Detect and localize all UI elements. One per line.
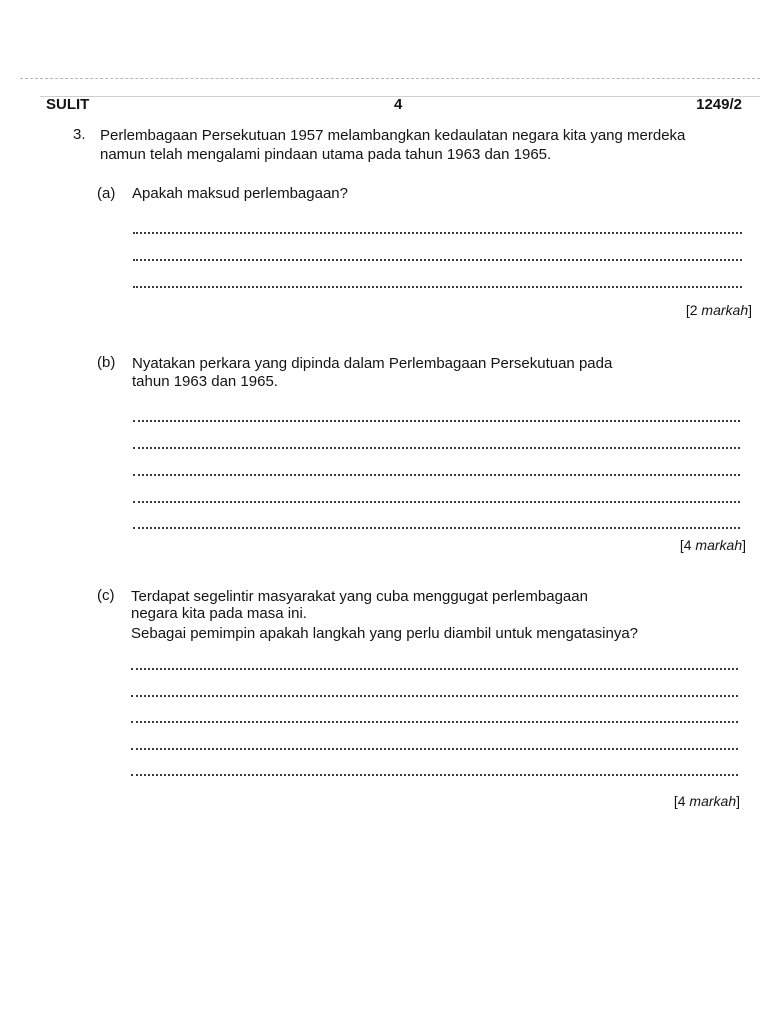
- part-c-answer-line-4[interactable]: [131, 748, 738, 750]
- scan-edge-artifact: [20, 78, 760, 79]
- part-c-marks-word: markah: [689, 793, 737, 809]
- part-b-answer-line-5[interactable]: [133, 527, 740, 529]
- part-a-marks-prefix: [2: [685, 302, 702, 318]
- part-b-answer-line-4[interactable]: [133, 501, 740, 503]
- part-b-marks-prefix: [4: [679, 537, 696, 553]
- part-a-answer-line-3[interactable]: [133, 286, 742, 288]
- part-b-label: (b): [97, 354, 116, 371]
- part-b-answer-line-3[interactable]: [133, 474, 740, 476]
- part-a-label: (a): [97, 185, 116, 202]
- part-c-answer-line-1[interactable]: [131, 668, 738, 670]
- part-a-answer-line-1[interactable]: [133, 232, 742, 234]
- part-c-label: (c): [97, 587, 115, 604]
- part-c-marks-suffix: ]: [736, 793, 740, 809]
- part-c-marks-prefix: [4: [673, 793, 690, 809]
- page-number: 4: [394, 96, 403, 113]
- part-a-marks-word: markah: [701, 302, 749, 318]
- part-a-marks-suffix: ]: [748, 302, 752, 318]
- header-classification: SULIT: [46, 96, 90, 113]
- question-text: Perlembagaan Persekutuan 1957 melambangkan kedaulatan negara kita yang merdeka namun telah mengalami pindaan utama pada tahun 1963 dan 1965.: [100, 127, 686, 163]
- question-number: 3.: [73, 126, 86, 143]
- part-c-answer-line-3[interactable]: [131, 721, 738, 723]
- part-c-answer-line-5[interactable]: [131, 774, 738, 776]
- part-c-question-line-1: Terdapat segelintir masyarakat yang cuba menggugat perlembagaan: [131, 588, 588, 605]
- part-c-answer-line-2[interactable]: [131, 695, 738, 697]
- part-c-question-line-3: Sebagai pemimpin apakah langkah yang perlu diambil untuk mengatasinya?: [131, 625, 638, 642]
- part-c-question-line-2: negara kita pada masa ini.: [131, 605, 307, 622]
- part-b-answer-line-1[interactable]: [133, 420, 740, 422]
- part-b-marks: [680, 537, 746, 553]
- part-b-question-line-1: Nyatakan perkara yang dipinda dalam Perlembagaan Persekutuan pada: [132, 355, 613, 372]
- part-c-marks: [674, 793, 740, 809]
- part-b-question-line-2: tahun 1963 dan 1965.: [132, 373, 278, 390]
- part-a-marks: [686, 302, 752, 318]
- paper-code: 1249/2: [696, 96, 742, 113]
- part-b-answer-line-2[interactable]: [133, 447, 740, 449]
- part-a-question: Apakah maksud perlembagaan?: [132, 185, 348, 202]
- part-b-marks-suffix: ]: [742, 537, 746, 553]
- part-a-answer-line-2[interactable]: [133, 259, 742, 261]
- part-b-marks-word: markah: [695, 537, 743, 553]
